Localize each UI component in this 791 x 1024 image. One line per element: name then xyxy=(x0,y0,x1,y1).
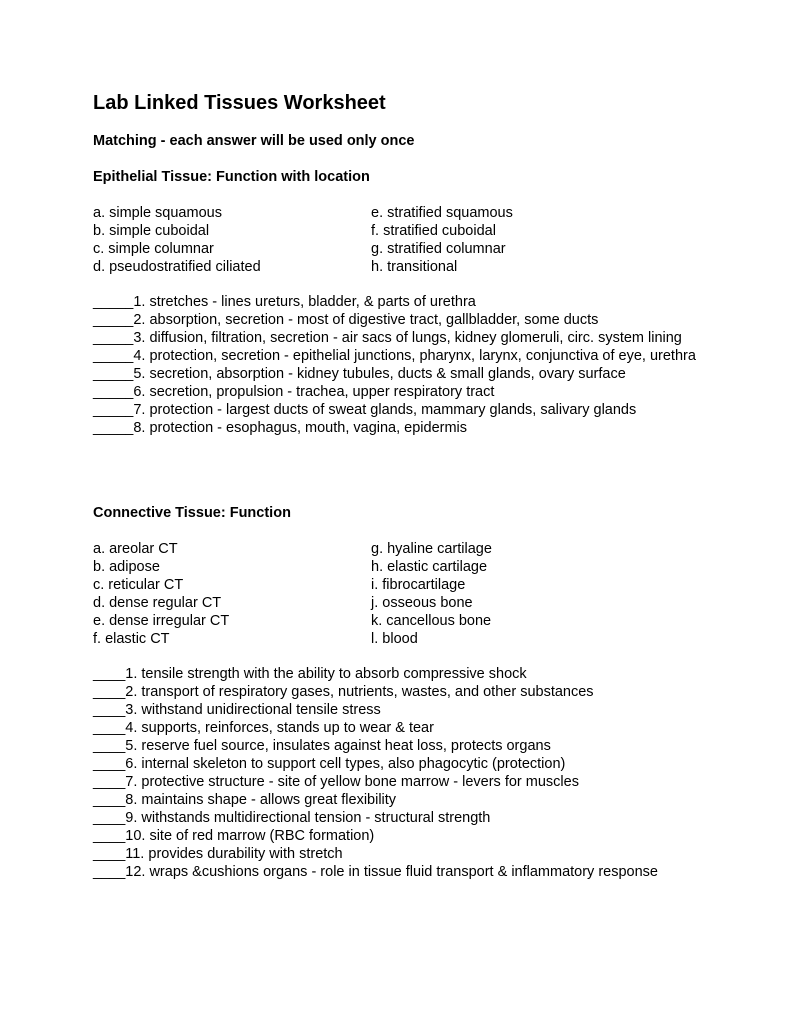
answer-blank[interactable]: ____4. xyxy=(93,720,142,736)
answer-blank[interactable]: _____5. xyxy=(93,366,150,382)
option-item: f. elastic CT xyxy=(93,631,170,647)
option-item: f. stratified cuboidal xyxy=(371,223,496,239)
matching-item xyxy=(93,845,733,863)
item-description: protection - esophagus, mouth, vagina, epidermis xyxy=(149,420,468,436)
item-description: withstand unidirectional tensile stress xyxy=(141,702,381,718)
answer-blank[interactable]: _____3. xyxy=(93,330,150,346)
option-item: d. dense regular CT xyxy=(93,595,222,611)
item-description: secretion, absorption - kidney tubules, ducts & small glands, ovary surface xyxy=(149,366,626,382)
option-item: h. elastic cartilage xyxy=(371,559,488,575)
answer-blank[interactable]: _____4. xyxy=(93,348,150,364)
matching-item xyxy=(93,827,733,845)
item-description: maintains shape - allows great flexibility xyxy=(141,792,397,808)
option-item: i. fibrocartilage xyxy=(371,577,466,593)
matching-item xyxy=(93,809,733,827)
matching-item xyxy=(93,293,733,311)
answer-blank[interactable]: ____8. xyxy=(93,792,142,808)
answer-blank[interactable]: _____2. xyxy=(93,312,150,328)
matching-item xyxy=(93,719,733,737)
option-item: a. simple squamous xyxy=(93,205,222,221)
matching-item xyxy=(93,863,733,881)
matching-item xyxy=(93,311,733,329)
matching-item xyxy=(93,347,733,365)
epithelial-heading: Epithelial Tissue: Function with location xyxy=(93,169,370,185)
connective-options-right xyxy=(371,540,492,648)
option-item: b. simple cuboidal xyxy=(93,223,210,239)
option-item: h. transitional xyxy=(371,259,458,275)
connective-heading: Connective Tissue: Function xyxy=(93,505,291,521)
page-title: Lab Linked Tissues Worksheet xyxy=(93,92,386,114)
answer-blank[interactable]: ____2. xyxy=(93,684,142,700)
matching-item xyxy=(93,737,733,755)
answer-blank[interactable]: ____11. xyxy=(93,846,149,862)
answer-blank[interactable]: ____6. xyxy=(93,756,142,772)
matching-item xyxy=(93,365,733,383)
matching-item xyxy=(93,401,733,419)
answer-blank[interactable]: ____9. xyxy=(93,810,142,826)
matching-item xyxy=(93,701,733,719)
item-description: protection, secretion - epithelial junctions, pharynx, larynx, conjunctiva of eye, urethra xyxy=(149,348,696,364)
item-description: reserve fuel source, insulates against heat loss, protects organs xyxy=(141,738,551,754)
matching-item xyxy=(93,419,733,437)
answer-blank[interactable]: _____6. xyxy=(93,384,150,400)
item-description: site of red marrow (RBC formation) xyxy=(149,828,375,844)
matching-item xyxy=(93,773,733,791)
item-description: protective structure - site of yellow bone marrow - levers for muscles xyxy=(141,774,579,790)
matching-item xyxy=(93,683,733,701)
option-item: c. reticular CT xyxy=(93,577,184,593)
epithelial-options-left xyxy=(93,204,261,276)
option-item: b. adipose xyxy=(93,559,160,575)
item-description: tensile strength with the ability to absorb compressive shock xyxy=(141,666,527,682)
option-item: g. hyaline cartilage xyxy=(371,541,492,557)
item-description: wraps &cushions organs - role in tissue fluid transport & inflammatory response xyxy=(149,864,658,880)
matching-item xyxy=(93,755,733,773)
answer-blank[interactable]: ____10. xyxy=(93,828,150,844)
option-item: j. osseous bone xyxy=(371,595,473,611)
answer-blank[interactable]: ____3. xyxy=(93,702,142,718)
instructions: Matching - each answer will be used only once xyxy=(93,133,415,149)
answer-blank[interactable]: ____5. xyxy=(93,738,142,754)
item-description: internal skeleton to support cell types, also phagocytic (protection) xyxy=(141,756,566,772)
answer-blank[interactable]: _____8. xyxy=(93,420,150,436)
item-description: diffusion, filtration, secretion - air sacs of lungs, kidney glomeruli, circ. system lining xyxy=(149,330,682,346)
option-item: g. stratified columnar xyxy=(371,241,506,257)
option-item: l. blood xyxy=(371,631,418,647)
matching-item xyxy=(93,791,733,809)
option-item: c. simple columnar xyxy=(93,241,214,257)
option-item: e. stratified squamous xyxy=(371,205,513,221)
item-description: absorption, secretion - most of digestive tract, gallbladder, some ducts xyxy=(149,312,599,328)
matching-item xyxy=(93,665,733,683)
answer-blank[interactable]: _____7. xyxy=(93,402,150,418)
epithelial-items xyxy=(93,293,733,437)
connective-options-left xyxy=(93,540,229,648)
item-description: provides durability with stretch xyxy=(148,846,343,862)
item-description: transport of respiratory gases, nutrients, wastes, and other substances xyxy=(141,684,594,700)
answer-blank[interactable]: ____12. xyxy=(93,864,150,880)
item-description: protection - largest ducts of sweat glands, mammary glands, salivary glands xyxy=(149,402,637,418)
matching-item xyxy=(93,383,733,401)
option-item: a. areolar CT xyxy=(93,541,178,557)
answer-blank[interactable]: _____1. xyxy=(93,294,150,310)
answer-blank[interactable]: ____1. xyxy=(93,666,142,682)
option-item: k. cancellous bone xyxy=(371,613,492,629)
option-item: d. pseudostratified ciliated xyxy=(93,259,261,275)
option-item: e. dense irregular CT xyxy=(93,613,230,629)
item-description: secretion, propulsion - trachea, upper respiratory tract xyxy=(149,384,495,400)
matching-item xyxy=(93,329,733,347)
connective-items xyxy=(93,665,733,881)
item-description: withstands multidirectional tension - structural strength xyxy=(141,810,491,826)
answer-blank[interactable]: ____7. xyxy=(93,774,142,790)
item-description: supports, reinforces, stands up to wear & tear xyxy=(141,720,434,736)
item-description: stretches - lines ureturs, bladder, & parts of urethra xyxy=(149,294,476,310)
epithelial-options-right xyxy=(371,204,513,276)
